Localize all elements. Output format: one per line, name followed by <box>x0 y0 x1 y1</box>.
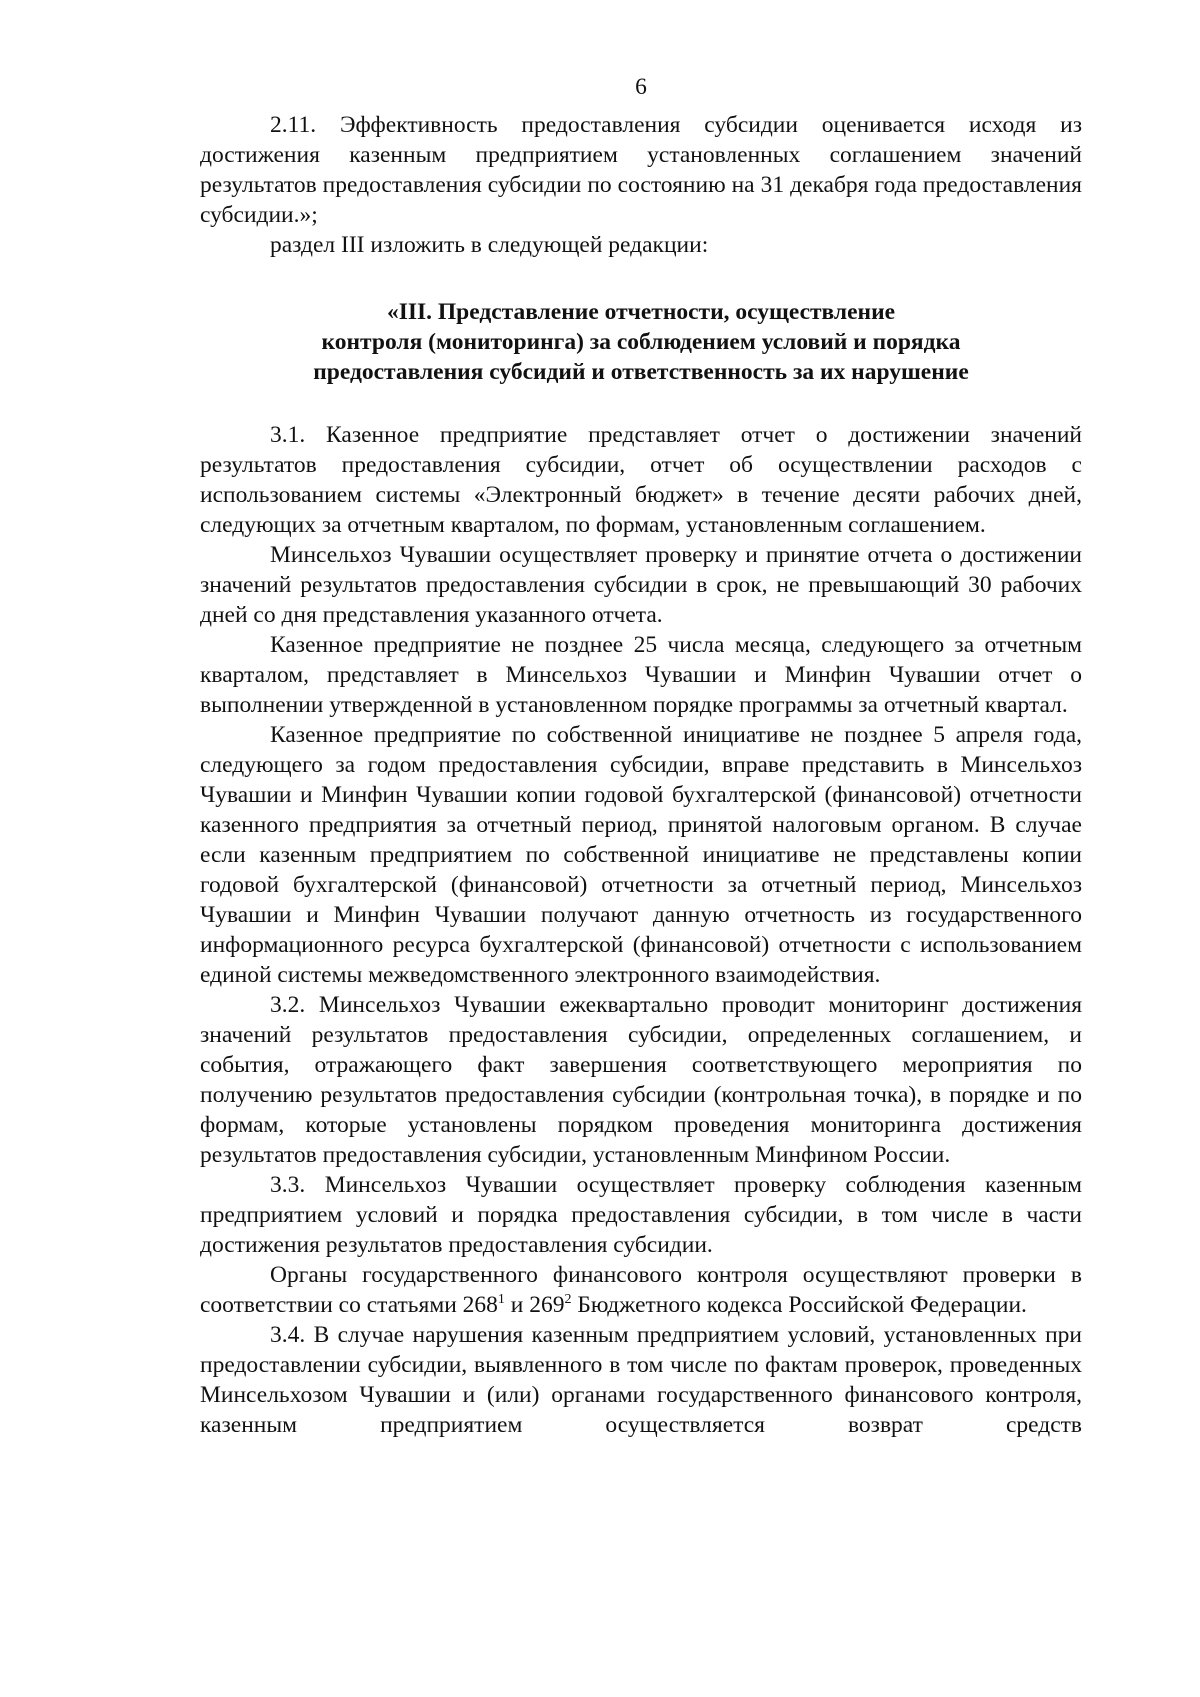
article-superscript-1: 1 <box>497 1292 505 1308</box>
paragraph-3-4: 3.4. В случае нарушения казенным предприятием условий, установленных при предоставлении субсидии, выявленного в том числе по фактам проверок, проведенных Минсельхозом Чувашии и (или) органами государственного финансового контроля, казенным предприятием осуществляется возврат средств <box>200 1322 1082 1438</box>
financial-control-text-middle: и 269 <box>504 1292 565 1318</box>
section-heading-line-1: «III. Представление отчетности, осуществление <box>386 299 896 325</box>
paragraph-report-check: Минсельхоз Чувашии осуществляет проверку и принятие отчета о достижении значений результатов предоставления субсидии в срок, не превышающий 30 рабочих дней со дня представления указанного отчета. <box>200 542 1082 628</box>
paragraph-3-2: 3.2. Минсельхоз Чувашии ежеквартально проводит мониторинг достижения значений результатов предоставления субсидии, определенных соглашением, и события, отражающего факт завершения соответствующего мероприятия по получению результатов предоставления субсидии (контрольная точка), в порядке и по формам, которые установлены порядком проведения мониторинга достижения результатов предоставления субсидии, установленным Минфином России. <box>200 992 1082 1168</box>
paragraph-3-3: 3.3. Минсельхоз Чувашии осуществляет проверку соблюдения казенным предприятием условий и порядка предоставления субсидии, в том числе в части достижения результатов предоставления субсидии. <box>200 1172 1082 1258</box>
paragraph-2-11: 2.11. Эффективность предоставления субсидии оценивается исходя из достижения казенным предприятием установленных соглашением значений результатов предоставления субсидии по состоянию на 31 декабря года предоставления субсидии.»; <box>200 112 1082 228</box>
paragraph-financial-control <box>200 1260 1082 1320</box>
financial-control-text-start: Органы государственного финансового контроля осуществляют проверки в соответствии со статьями 268 <box>200 1262 1082 1318</box>
financial-control-text-end: Бюджетного кодекса Российской Федерации. <box>571 1292 1027 1318</box>
paragraph-section-iii-instruction: раздел III изложить в следующей редакции: <box>270 232 709 258</box>
section-heading-line-2: контроля (мониторинга) за соблюдением условий и порядка <box>321 329 961 355</box>
section-heading-line-3: предоставления субсидий и ответственность за их нарушение <box>313 359 969 385</box>
page-number: 6 <box>635 74 647 100</box>
article-superscript-2: 2 <box>564 1292 572 1308</box>
paragraph-3-1: 3.1. Казенное предприятие представляет отчет о достижении значений результатов предоставления субсидии, отчет об осуществлении расходов с использованием системы «Электронный бюджет» в течение десяти рабочих дней, следующих за отчетным кварталом, по формам, установленным соглашением. <box>200 422 1082 538</box>
section-heading <box>200 297 1082 387</box>
paragraph-annual-statements: Казенное предприятие по собственной инициативе не позднее 5 апреля года, следующего за годом предоставления субсидии, вправе представить в Минсельхоз Чувашии и Минфин Чувашии копии годовой бухгалтерской (финансовой) отчетности казенного предприятия за отчетный период, принятой налоговым органом. В случае если казенным предприятием по собственной инициативе не представлены копии годовой бухгалтерской (финансовой) отчетности за отчетный период, Минсельхоз Чувашии и Минфин Чувашии получают данную отчетность из государственного информационного ресурса бухгалтерской (финансовой) отчетности с использованием единой системы межведомственного электронного взаимодействия. <box>200 722 1082 988</box>
paragraph-quarterly-report: Казенное предприятие не позднее 25 числа месяца, следующего за отчетным кварталом, представляет в Минсельхоз Чувашии и Минфин Чувашии отчет о выполнении утвержденной в установленном порядке программы за отчетный квартал. <box>200 632 1082 718</box>
